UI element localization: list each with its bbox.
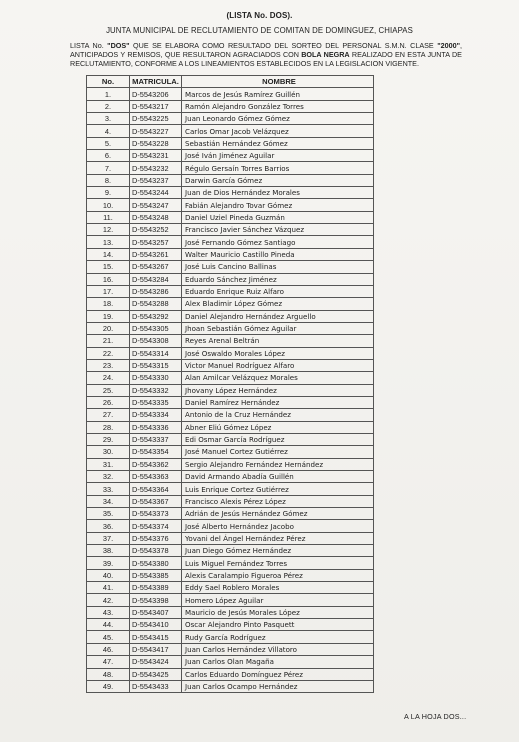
row-nombre: Reyes Arenal Beltrán — [182, 335, 374, 347]
row-matricula: D-5543364 — [130, 483, 182, 495]
row-matricula: D-5543225 — [130, 113, 182, 125]
row-nombre: José Iván Jiménez Aguilar — [182, 150, 374, 162]
row-number: 48. — [87, 668, 130, 680]
row-number: 40. — [87, 569, 130, 581]
continue-note: A LA HOJA DOS... — [404, 712, 467, 721]
table-row — [87, 310, 374, 322]
row-matricula: D-5543362 — [130, 458, 182, 470]
row-nombre: Alan Amilcar Velázquez Morales — [182, 372, 374, 384]
table-row — [87, 372, 374, 384]
row-nombre: Luis Miguel Fernández Torres — [182, 557, 374, 569]
table-row — [87, 298, 374, 310]
row-matricula: D-5543425 — [130, 668, 182, 680]
row-number: 30. — [87, 446, 130, 458]
row-number: 26. — [87, 396, 130, 408]
row-number: 12. — [87, 224, 130, 236]
row-matricula: D-5543337 — [130, 433, 182, 445]
table-row — [87, 594, 374, 606]
row-matricula: D-5543288 — [130, 298, 182, 310]
row-nombre: David Armando Abadía Guillén — [182, 471, 374, 483]
table-row — [87, 569, 374, 581]
column-header-nombre: NOMBRE — [182, 76, 374, 88]
table-row — [87, 631, 374, 643]
row-number: 10. — [87, 199, 130, 211]
row-number: 47. — [87, 656, 130, 668]
row-matricula: D-5543314 — [130, 347, 182, 359]
row-number: 14. — [87, 248, 130, 260]
table-row — [87, 273, 374, 285]
row-number: 45. — [87, 631, 130, 643]
row-matricula: D-5543217 — [130, 100, 182, 112]
row-matricula: D-5543385 — [130, 569, 182, 581]
intro-text-4: REALIZADO EN ESTA JUNTA DE RECLUTAMIENTO, CONFORME A LOS LINEAMIENTOS ESTABLECIDOS EN LA LEGISLACION VIGENTE. — [70, 50, 462, 68]
row-nombre: Alex Bladimir López Gómez — [182, 298, 374, 310]
row-number: 18. — [87, 298, 130, 310]
table-row — [87, 495, 374, 507]
table-row — [87, 285, 374, 297]
row-matricula: D-5543373 — [130, 508, 182, 520]
row-matricula: D-5543417 — [130, 643, 182, 655]
row-nombre: Alexis Caralampio Figueroa Pérez — [182, 569, 374, 581]
row-nombre: Eduardo Enrique Ruiz Alfaro — [182, 285, 374, 297]
intro-bola-negra: BOLA NEGRA — [301, 50, 350, 59]
row-number: 17. — [87, 285, 130, 297]
row-matricula: D-5543247 — [130, 199, 182, 211]
table-row — [87, 532, 374, 544]
row-nombre: Ramón Alejandro González Torres — [182, 100, 374, 112]
table-row — [87, 224, 374, 236]
row-number: 23. — [87, 359, 130, 371]
column-header-no: No. — [87, 76, 130, 88]
table-row — [87, 236, 374, 248]
row-matricula: D-5543232 — [130, 162, 182, 174]
row-number: 25. — [87, 384, 130, 396]
row-number: 38. — [87, 545, 130, 557]
table-row — [87, 606, 374, 618]
row-number: 33. — [87, 483, 130, 495]
row-number: 44. — [87, 619, 130, 631]
row-matricula: D-5543332 — [130, 384, 182, 396]
table-body — [87, 88, 374, 693]
row-nombre: José Luis Cancino Ballinas — [182, 261, 374, 273]
intro-year: "2000" — [437, 41, 460, 50]
row-nombre: Régulo Gersaín Torres Barrios — [182, 162, 374, 174]
row-nombre: Yovani del Ángel Hernández Pérez — [182, 532, 374, 544]
row-nombre: Juan de Dios Hernández Morales — [182, 187, 374, 199]
row-nombre: Juan Leonardo Gómez Gómez — [182, 113, 374, 125]
row-nombre: Jhoan Sebastián Gómez Aguilar — [182, 322, 374, 334]
row-matricula: D-5543206 — [130, 88, 182, 100]
row-nombre: Sebastián Hernández Gómez — [182, 137, 374, 149]
row-number: 43. — [87, 606, 130, 618]
row-matricula: D-5543378 — [130, 545, 182, 557]
table-row — [87, 335, 374, 347]
row-matricula: D-5543237 — [130, 174, 182, 186]
row-number: 13. — [87, 236, 130, 248]
row-nombre: Daniel Ramírez Hernández — [182, 396, 374, 408]
row-number: 8. — [87, 174, 130, 186]
row-nombre: Daniel Alejandro Hernández Arguello — [182, 310, 374, 322]
row-number: 31. — [87, 458, 130, 470]
table-row — [87, 347, 374, 359]
table-row — [87, 668, 374, 680]
row-nombre: José Manuel Cortez Gutiérrez — [182, 446, 374, 458]
row-matricula: D-5543261 — [130, 248, 182, 260]
row-nombre: Daniel Uziel Pineda Guzmán — [182, 211, 374, 223]
row-number: 20. — [87, 322, 130, 334]
table-row — [87, 483, 374, 495]
row-nombre: Francisco Alexis Pérez López — [182, 495, 374, 507]
row-matricula: D-5543335 — [130, 396, 182, 408]
table-row — [87, 88, 374, 100]
row-number: 29. — [87, 433, 130, 445]
row-matricula: D-5543286 — [130, 285, 182, 297]
row-nombre: Jhovany López Hernández — [182, 384, 374, 396]
row-number: 3. — [87, 113, 130, 125]
row-nombre: Juan Diego Gómez Hernández — [182, 545, 374, 557]
row-number: 42. — [87, 594, 130, 606]
row-matricula: D-5543367 — [130, 495, 182, 507]
row-number: 6. — [87, 150, 130, 162]
row-number: 21. — [87, 335, 130, 347]
table-row — [87, 471, 374, 483]
row-matricula: D-5543284 — [130, 273, 182, 285]
row-nombre: Sergio Alejandro Fernández Hernández — [182, 458, 374, 470]
row-matricula: D-5543228 — [130, 137, 182, 149]
table-row — [87, 557, 374, 569]
table-row — [87, 248, 374, 260]
row-nombre: Rudy García Rodríguez — [182, 631, 374, 643]
row-number: 16. — [87, 273, 130, 285]
row-number: 11. — [87, 211, 130, 223]
row-nombre: Eduardo Sánchez Jiménez — [182, 273, 374, 285]
table-row — [87, 162, 374, 174]
table-row — [87, 150, 374, 162]
table-row — [87, 409, 374, 421]
column-header-matricula: MATRICULA. — [130, 76, 182, 88]
row-number: 2. — [87, 100, 130, 112]
row-matricula: D-5543244 — [130, 187, 182, 199]
authority-heading: JUNTA MUNICIPAL DE RECLUTAMIENTO DE COMITAN DE DOMINGUEZ, CHIAPAS — [106, 26, 413, 35]
table-row — [87, 322, 374, 334]
row-matricula: D-5543410 — [130, 619, 182, 631]
row-nombre: Fabián Alejandro Tovar Gómez — [182, 199, 374, 211]
row-nombre: Victor Manuel Rodríguez Alfaro — [182, 359, 374, 371]
row-nombre: Mauricio de Jesús Morales López — [182, 606, 374, 618]
table-row — [87, 100, 374, 112]
row-matricula: D-5543334 — [130, 409, 182, 421]
table-row — [87, 125, 374, 137]
row-number: 22. — [87, 347, 130, 359]
row-nombre: José Oswaldo Morales López — [182, 347, 374, 359]
row-nombre: Homero López Aguilar — [182, 594, 374, 606]
table-row — [87, 582, 374, 594]
table-row — [87, 508, 374, 520]
row-matricula: D-5543380 — [130, 557, 182, 569]
table-row — [87, 137, 374, 149]
table-row — [87, 174, 374, 186]
table-row — [87, 199, 374, 211]
row-matricula: D-5543374 — [130, 520, 182, 532]
row-nombre: Carlos Eduardo Domínguez Pérez — [182, 668, 374, 680]
row-nombre: Marcos de Jesús Ramírez Guillén — [182, 88, 374, 100]
table-row — [87, 446, 374, 458]
row-number: 1. — [87, 88, 130, 100]
results-table — [86, 75, 374, 693]
row-matricula: D-5543433 — [130, 680, 182, 692]
row-nombre: Juan Carlos Hernández Villatoro — [182, 643, 374, 655]
row-nombre: Oscar Alejandro Pinto Pasquett — [182, 619, 374, 631]
row-matricula: D-5543415 — [130, 631, 182, 643]
row-nombre: Eddy Sael Roblero Morales — [182, 582, 374, 594]
table-header-row — [87, 76, 374, 88]
row-nombre: Luis Enrique Cortez Gutiérrez — [182, 483, 374, 495]
table-row — [87, 187, 374, 199]
row-matricula: D-5543424 — [130, 656, 182, 668]
row-nombre: Edi Osmar García Rodríguez — [182, 433, 374, 445]
intro-dos: "DOS" — [107, 41, 130, 50]
row-matricula: D-5543363 — [130, 471, 182, 483]
row-number: 19. — [87, 310, 130, 322]
row-matricula: D-5543248 — [130, 211, 182, 223]
row-nombre: Carlos Omar Jacob Velázquez — [182, 125, 374, 137]
row-nombre: Darwin García Gómez — [182, 174, 374, 186]
row-number: 4. — [87, 125, 130, 137]
table-row — [87, 520, 374, 532]
row-number: 35. — [87, 508, 130, 520]
intro-paragraph — [70, 41, 462, 68]
row-nombre: Juan Carlos Olan Magaña — [182, 656, 374, 668]
row-nombre: José Fernando Gómez Santiago — [182, 236, 374, 248]
row-matricula: D-5543305 — [130, 322, 182, 334]
row-matricula: D-5543292 — [130, 310, 182, 322]
table-row — [87, 458, 374, 470]
row-matricula: D-5543308 — [130, 335, 182, 347]
row-number: 15. — [87, 261, 130, 273]
row-matricula: D-5543315 — [130, 359, 182, 371]
table-row — [87, 643, 374, 655]
row-matricula: D-5543398 — [130, 594, 182, 606]
table-row — [87, 433, 374, 445]
row-nombre: Francisco Javier Sánchez Vázquez — [182, 224, 374, 236]
table-row — [87, 113, 374, 125]
row-number: 34. — [87, 495, 130, 507]
row-number: 5. — [87, 137, 130, 149]
row-matricula: D-5543257 — [130, 236, 182, 248]
row-number: 28. — [87, 421, 130, 433]
row-matricula: D-5543267 — [130, 261, 182, 273]
row-number: 27. — [87, 409, 130, 421]
table-row — [87, 421, 374, 433]
row-matricula: D-5543227 — [130, 125, 182, 137]
row-matricula: D-5543231 — [130, 150, 182, 162]
table-row — [87, 384, 374, 396]
row-nombre: José Alberto Hernández Jacobo — [182, 520, 374, 532]
intro-text-1: LISTA No. — [70, 41, 108, 50]
row-matricula: D-5543354 — [130, 446, 182, 458]
table-row — [87, 656, 374, 668]
row-matricula: D-5543336 — [130, 421, 182, 433]
row-nombre: Juan Carlos Ocampo Hernández — [182, 680, 374, 692]
list-title: (LISTA No. DOS). — [226, 11, 293, 20]
table-row — [87, 211, 374, 223]
row-matricula: D-5543407 — [130, 606, 182, 618]
intro-text-2: QUE SE ELABORA COMO RESULTADO DEL SORTEO DEL PERSONAL S.M.N. CLASE — [129, 41, 438, 50]
intro-text-3: , ANTICIPADOS Y REMISOS, QUE RESULTARON AGRACIADOS CON — [70, 41, 462, 59]
row-matricula: D-5543330 — [130, 372, 182, 384]
row-number: 24. — [87, 372, 130, 384]
row-nombre: Adrián de Jesús Hernández Gómez — [182, 508, 374, 520]
row-nombre: Walter Mauricio Castillo Pineda — [182, 248, 374, 260]
table-row — [87, 396, 374, 408]
row-number: 9. — [87, 187, 130, 199]
row-number: 32. — [87, 471, 130, 483]
row-nombre: Abner Eliú Gómez López — [182, 421, 374, 433]
row-matricula: D-5543252 — [130, 224, 182, 236]
row-matricula: D-5543376 — [130, 532, 182, 544]
table-row — [87, 545, 374, 557]
row-number: 36. — [87, 520, 130, 532]
table-row — [87, 619, 374, 631]
table-row — [87, 359, 374, 371]
table-row — [87, 680, 374, 692]
row-nombre: Antonio de la Cruz Hernández — [182, 409, 374, 421]
row-number: 46. — [87, 643, 130, 655]
row-matricula: D-5543389 — [130, 582, 182, 594]
row-number: 7. — [87, 162, 130, 174]
row-number: 41. — [87, 582, 130, 594]
row-number: 49. — [87, 680, 130, 692]
table-row — [87, 261, 374, 273]
row-number: 39. — [87, 557, 130, 569]
row-number: 37. — [87, 532, 130, 544]
